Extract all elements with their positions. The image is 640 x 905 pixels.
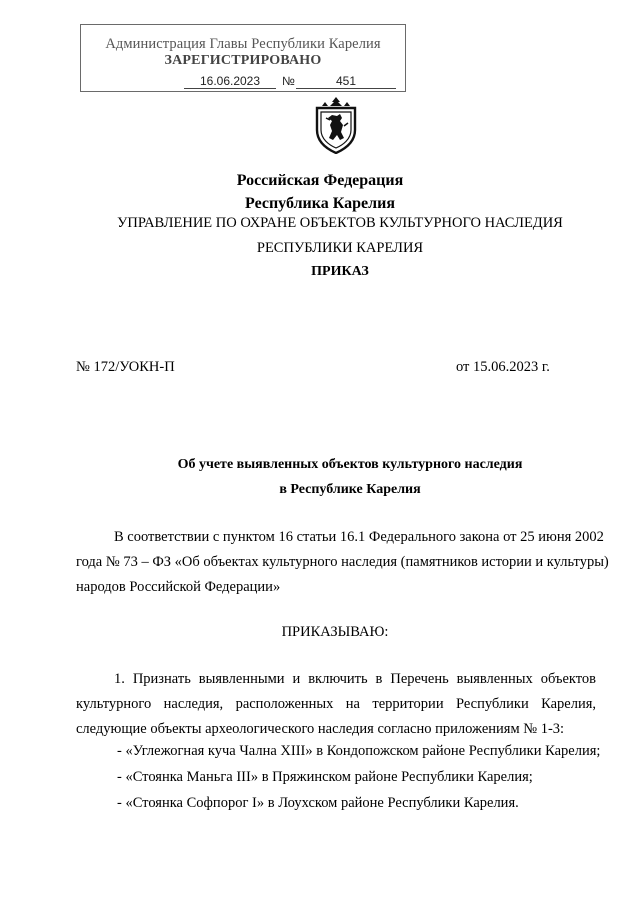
- item-1-line: следующие объекты археологического наследия согласно приложениям № 1-3:: [76, 721, 565, 737]
- basis-line: народов Российской Федерации»: [76, 579, 281, 595]
- item-1-line: 1. Признать выявленными и включить в Перечень выявленных объектов: [114, 671, 596, 687]
- item-1-paragraph: [76, 667, 596, 742]
- document-type: ПРИКАЗ: [311, 264, 369, 279]
- stamp-number: 451: [296, 74, 396, 89]
- country-title: Российская Федерация: [236, 172, 404, 189]
- basis-line: В соответствии с пунктом 16 статьи 16.1 Федерального закона от 25 июня 2002: [114, 529, 604, 545]
- subject-line2: в Республике Карелия: [279, 482, 421, 497]
- stamp-date: 16.06.2023: [184, 74, 276, 89]
- stamp-status: ЗАРЕГИСТРИРОВАНО: [164, 53, 322, 68]
- heritage-object-item: - «Стоянка Маньга III» в Пряжинском районе Республики Карелия;: [117, 769, 533, 785]
- heritage-object-item: - «Углежогная куча Чална XIII» в Кондопожском районе Республики Карелия;: [117, 743, 601, 759]
- agency-name-line2: РЕСПУБЛИКИ КАРЕЛИЯ: [256, 240, 424, 256]
- legal-basis-paragraph: [76, 525, 609, 600]
- agency-name-line1: УПРАВЛЕНИЕ ПО ОХРАНЕ ОБЪЕКТОВ КУЛЬТУРНОГО НАСЛЕДИЯ: [117, 215, 563, 231]
- decree-word: ПРИКАЗЫВАЮ:: [281, 624, 389, 640]
- stamp-organization: Администрация Главы Республики Карелия: [105, 36, 381, 52]
- karelia-coat-of-arms-icon: [313, 96, 359, 154]
- item-1-line: культурного наследия, расположенных на территории Республики Карелия,: [76, 696, 596, 712]
- republic-title: Республика Карелия: [245, 195, 395, 212]
- basis-line: года № 73 – ФЗ «Об объектах культурного наследия (памятников истории и культуры): [76, 554, 609, 570]
- order-number: № 172/УОКН-П: [76, 359, 175, 375]
- order-date: от 15.06.2023 г.: [456, 359, 550, 375]
- registration-stamp: [80, 24, 406, 92]
- stamp-number-label: №: [282, 74, 295, 88]
- heritage-object-item: - «Стоянка Софпорог I» в Лоухском районе Республики Карелия.: [117, 795, 519, 811]
- subject-line1: Об учете выявленных объектов культурного наследия: [177, 457, 523, 472]
